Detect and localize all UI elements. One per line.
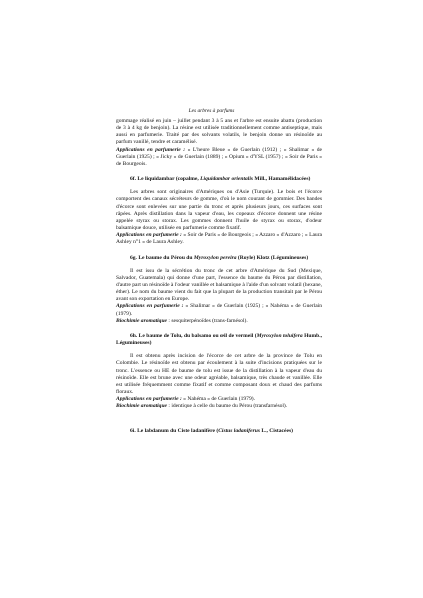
heading-latin-name: Myroxylon toluifera [256,332,303,339]
heading-text: 6f. Le liquidambar (copalme, [130,176,201,183]
heading-text: 6i. Le labdanum du Ciste ladanifère ( [130,428,219,435]
applications-label: Applications en parfumerie : [116,303,184,310]
heading-text: 6h. Le baume de Tolu, du balsamo ou œil de vermeil ( [130,332,257,339]
heading-text-end: L., Cistacées) [259,428,293,435]
applications-label: Applications en parfumerie : [116,396,182,403]
applications-text: « Shalimar » de Guerlain (1925) ; « Nahéma » de Guerlain (1979). [116,303,322,317]
applications-label: Applications en parfumerie : [116,146,186,153]
applications-label: Applications en parfumerie : [116,232,182,239]
applications-text: « Soir de Paris » de Bourgeois ; « Azzaro » d'Azzaro ; « Laura Ashley n°1 » de Laura Ashley. [116,232,323,246]
section-heading-6i [116,428,322,435]
section-biochemistry-6h [116,403,322,410]
intro-applications [116,147,322,168]
section-heading-6f [116,176,322,183]
body-text [116,118,322,436]
applications-text: « Nahéma » de Guerlain (1979). [181,396,255,403]
section-heading-6h [116,333,322,347]
running-head: Les arbres à parfums [188,108,235,114]
biochemistry-label: Biochimie aromatique [116,317,168,324]
heading-latin-name: Liquidambar orientalis [200,176,254,183]
heading-latin-name: Cistus ladaniferus [218,428,260,435]
heading-text-end: Mill., Hamamélidacées) [253,176,311,183]
applications-text: « L'heure Bleue » de Guerlain (1912) ; « Shalimar » de Guerlain (1925) ; « Jicky » de Guerlain (1889) ; « Opium » d'YSL (1957) ; « Soir de Paris » de Bourgeois. [116,146,322,167]
biochemistry-text: : sesquiterpénoïdes (trans-farnésol). [167,317,248,324]
section-heading-6g [116,255,322,262]
section-applications-6f [116,232,322,246]
section-paragraph-6h: Il est obtenu après incision de l'écorce de cet arbre de la province de Tolu en Colombie. Le résinoïde est obtenu par écoulement à la suite d'incisions pratiquées sur le tronc. L'essence ou HE de baume de tolu est issue de la distillation à la vapeur d'eau du résinoïde. Elle est brune avec une odeur agréable, balsamique, très chaude et vanillée. Elle est utilisée fréquemment comme fixatif et comme composant doux et chaud des parfums floraux. [116,353,322,395]
biochemistry-text: : identique à celle du baume du Pérou (transfarnésol). [167,403,288,410]
intro-paragraph: gommage réalisé en juin – juillet pendant 3 à 5 ans et l'arbre est ensuite abattu (production de 3 à 4 kg de benjoin). La résine est utilisée traditionnellement comme antiseptique, mais aussi en parfumerie. Traité par des solvants volatils, le benjoin donne un résinoïde au parfum vanillé, tendre et caramélisé. [116,118,322,146]
biochemistry-label: Biochimie aromatique [116,403,168,410]
heading-text-end: (Royle) Klotz (Légumineuses) [236,254,309,261]
section-biochemistry-6g [116,318,322,325]
heading-text: 6g. Le baume du Pérou du [130,254,194,261]
heading-latin-name: Myroxylon pereira [193,254,237,261]
section-paragraph-6f: Les arbres sont originaires d'Amériques ou d'Asie (Turquie). Le bois et l'écorce comportent des canaux sécréteurs de gomme, d'où le nom courant de gommier. Des bandes d'écorce sont enlevées sur une partie du tronc et après plusieurs jours, ces surfaces sont râpées. Après distillation dans la vapeur d'eau, les copeaux d'écorce donnent une résine appelée styrax ou storax. Les gommes donnent l'huile de styrax ou storax, d'odeur balsamique douce, utilisée en parfumerie comme fixatif. [116,189,322,232]
heading-text-end: Humb., Légumineuses) [116,332,322,347]
section-paragraph-6g: Il est issu de la sécrétion du tronc de cet arbre d'Amérique du Sud (Mexique, Salvador, Guatemala) qui donne d'une part, l'essence du baume du Pérou par distillation, d'autre part un résinoïde à l'odeur vanillée et balsamique à l'aide d'un solvant volatil (hexane, éther). Le nom du baume vient du fait que la plupart de la production transitait par le Pérou avant son exportation en Europe. [116,267,322,303]
section-applications-6g [116,303,322,317]
